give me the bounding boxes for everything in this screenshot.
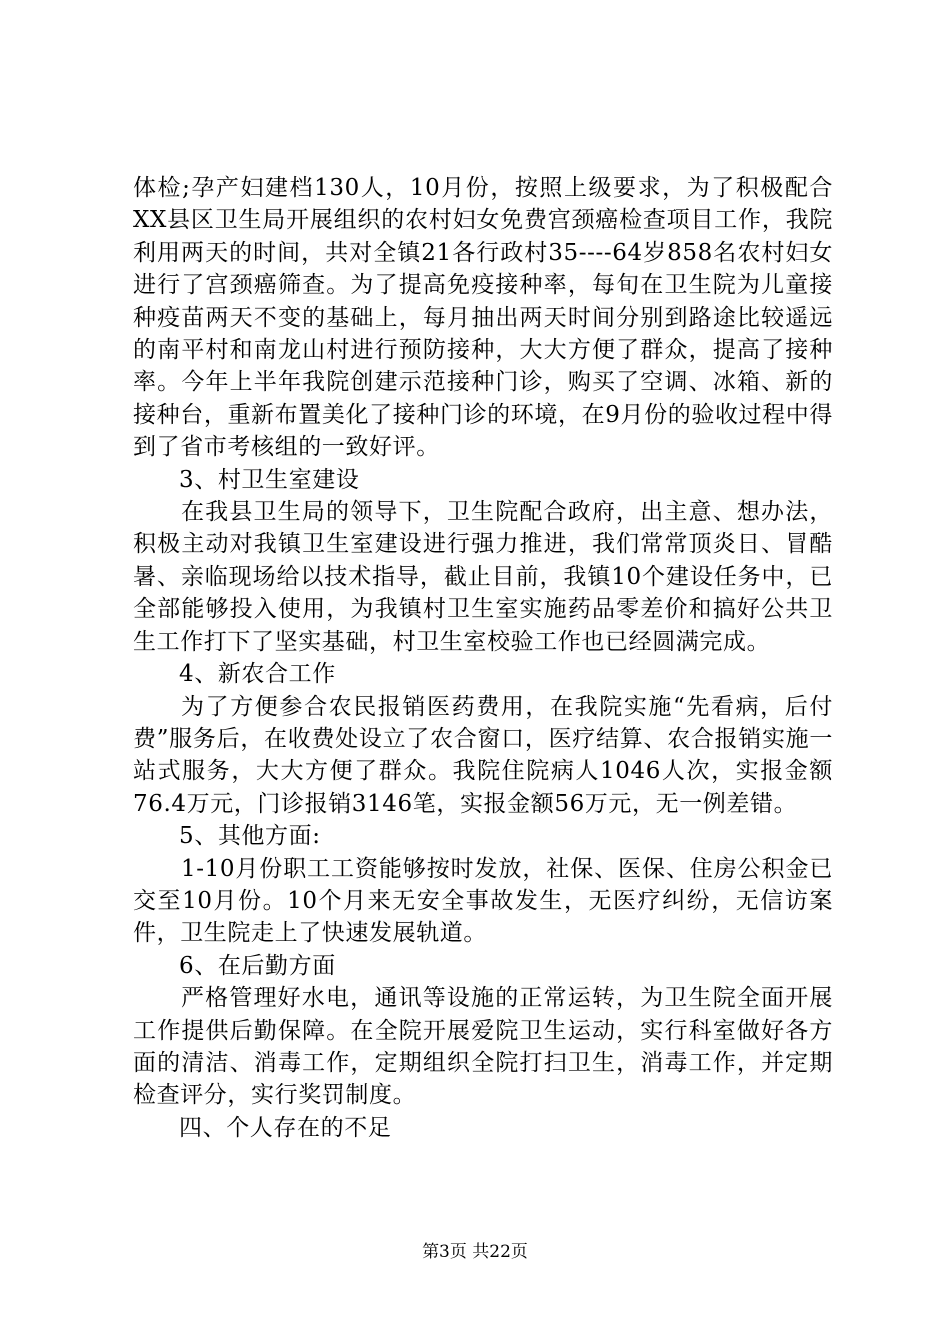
- document-body: [133, 172, 833, 1144]
- heading-logistics: 6、在后勤方面: [179, 952, 336, 979]
- paragraph-village-clinic-construction: 在我县卫生局的领导下，卫生院配合政府，出主意、想办法，积极主动对我镇卫生室建设进行强力推进，我们常常顶炎日、冒酷暑、亲临现场给以技术指导，截止目前，我镇10个建设任务中，已全部能够投入使用，为我镇村卫生室实施药品零差价和搞好公共卫生工作打下了坚实基础，村卫生室校验工作也已经圆满完成。: [133, 499, 833, 655]
- paragraph-health-checks: 体检;孕产妇建档130人，10月份，按照上级要求，为了积极配合XX县区卫生局开展组织的农村妇女免费宫颈癌检查项目工作，我院利用两天的时间，共对全镇21各行政村35----64岁858名农村妇女进行了宫颈癌筛查。为了提高免疫接种率，每旬在卫生院为儿童接种疫苗两天不变的基础上，每月抽出两天时间分别到路途比较遥远的南平村和南龙山村进行预防接种，大大方便了群众，提高了接种率。今年上半年我院创建示范接种门诊，购买了空调、冰箱、新的接种台，重新布置美化了接种门诊的环境，在9月份的验收过程中得到了省市考核组的一致好评。: [133, 175, 833, 461]
- paragraph-logistics: 严格管理好水电，通讯等设施的正常运转，为卫生院全面开展工作提供后勤保障。在全院开展爱院卫生运动，实行科室做好各方面的清洁、消毒工作，定期组织全院打扫卫生，消毒工作，并定期检查评分，实行奖罚制度。: [133, 985, 833, 1109]
- heading-personal-shortcomings: 四、个人存在的不足: [179, 1114, 392, 1141]
- paragraph-other-aspects: 1-10月份职工工资能够按时发放，社保、医保、住房公积金已交至10月份。10个月来无安全事故发生，无医疗纠纷，无信访案件，卫生院走上了快速发展轨道。: [133, 855, 833, 947]
- page-number-footer: 第3页 共22页: [422, 1242, 528, 1262]
- heading-other-aspects: 5、其他方面:: [179, 823, 321, 850]
- paragraph-rural-cooperative-medical: 为了方便参合农民报销医药费用，在我院实施“先看病，后付费”服务后，在收费处设立了农合窗口，医疗结算、农合报销实施一站式服务，大大方便了群众。我院住院病人1046人次，实报金额76.4万元，门诊报销3146笔，实报金额56万元，无一例差错。: [133, 693, 833, 817]
- heading-village-clinic-construction: 3、村卫生室建设: [179, 466, 360, 493]
- heading-rural-cooperative-medical: 4、新农合工作: [179, 661, 336, 688]
